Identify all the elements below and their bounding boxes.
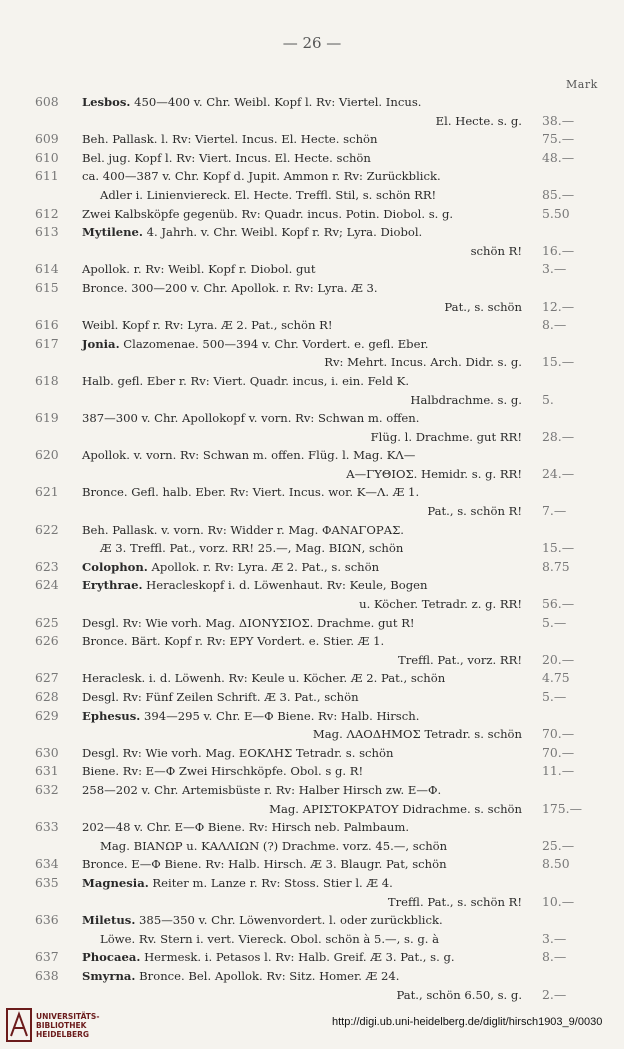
entry-price: 7.— bbox=[542, 503, 567, 519]
entry-price: 10.— bbox=[542, 893, 575, 909]
entry-price: 8.50 bbox=[542, 856, 570, 872]
entry-text-line: Miletus. 385—350 v. Chr. Löwenvordert. l. oder zurückblick. bbox=[82, 913, 443, 928]
entry-price: 3.— bbox=[542, 261, 567, 277]
entry-price: 175.— bbox=[542, 800, 582, 816]
entry-number: 636 bbox=[35, 912, 59, 928]
entry-text-line: Æ 3. Treffl. Pat., vorz. RR! 25.—, Mag. ΒΙΩΝ, schön bbox=[100, 541, 404, 556]
entry-price: 24.— bbox=[542, 465, 575, 481]
entry-price: 11.— bbox=[542, 763, 575, 779]
source-url[interactable]: http://digi.ub.uni-heidelberg.de/diglit/hirsch1903_9/0030 bbox=[332, 1016, 603, 1028]
entry-number: 632 bbox=[35, 781, 59, 797]
entry-text-line: Mag. ΒΙΑΝΩΡ u. ΚΑΛΛΙΩΝ (?) Drachme. vorz. 45.—, schön bbox=[100, 838, 448, 853]
entry-text-line: ca. 400—387 v. Chr. Kopf d. Jupit. Ammon r. Rv: Zurückblick. bbox=[82, 169, 441, 184]
entry-number: 625 bbox=[35, 614, 59, 630]
catalog-entry bbox=[0, 967, 624, 1004]
catalog-entry bbox=[0, 669, 624, 688]
mark-column-header: Mark bbox=[566, 78, 598, 91]
entry-number: 624 bbox=[35, 577, 59, 593]
entry-number: 637 bbox=[35, 949, 59, 965]
entry-price: 15.— bbox=[542, 354, 575, 370]
entry-text-line: Weibl. Kopf r. Rv: Lyra. Æ 2. Pat., schön R! bbox=[82, 318, 333, 333]
catalog-entry bbox=[0, 205, 624, 224]
entry-number: 629 bbox=[35, 707, 59, 723]
entry-price: 70.— bbox=[542, 744, 575, 760]
entry-text-line: Pat., schön 6.50, s. g. bbox=[396, 987, 522, 1002]
entry-price: 12.— bbox=[542, 298, 575, 314]
entry-text-line: Beh. Pallask. l. Rv: Viertel. Incus. El. Hecte. schön bbox=[82, 132, 378, 147]
entry-price: 56.— bbox=[542, 596, 575, 612]
catalog-entry bbox=[0, 614, 624, 633]
entry-number: 622 bbox=[35, 521, 59, 537]
entry-text-line: Apollok. r. Rv: Weibl. Kopf r. Diobol. gut bbox=[82, 262, 316, 277]
entry-number: 609 bbox=[35, 131, 59, 147]
entry-text-line: Lesbos. 450—400 v. Chr. Weibl. Kopf l. Rv: Viertel. Incus. bbox=[82, 95, 422, 109]
library-logo-text: UNIVERSITÄTS- BIBLIOTHEK HEIDELBERG bbox=[36, 1012, 100, 1039]
catalog-entry bbox=[0, 576, 624, 613]
entry-text-line: Erythrae. Heracleskopf i. d. Löwenhaut. Rv: Keule, Bogen bbox=[82, 578, 428, 593]
entry-price: 15.— bbox=[542, 540, 575, 556]
catalog-entry bbox=[0, 279, 624, 316]
entry-number: 608 bbox=[35, 94, 59, 109]
entry-text-line: Apollok. v. vorn. Rv: Schwan m. offen. Flüg. l. Mag. ΚΛ— bbox=[82, 448, 416, 463]
entry-number: 610 bbox=[35, 149, 59, 165]
entry-number: 631 bbox=[35, 763, 59, 779]
catalog-entry bbox=[0, 688, 624, 707]
entry-number: 623 bbox=[35, 558, 59, 574]
entry-price: 8.— bbox=[542, 949, 567, 965]
catalog-entry bbox=[0, 558, 624, 577]
entry-price: 25.— bbox=[542, 837, 575, 853]
entry-number: 638 bbox=[35, 967, 59, 983]
entry-number: 635 bbox=[35, 874, 59, 890]
entry-price: 75.— bbox=[542, 131, 575, 147]
catalog-entry bbox=[0, 223, 624, 260]
entry-price: 48.— bbox=[542, 149, 575, 165]
entry-text-line: Bel. jug. Kopf l. Rv: Viert. Incus. El. Hecte. schön bbox=[82, 150, 371, 165]
entry-number: 621 bbox=[35, 484, 59, 500]
entry-text-line: Magnesia. Reiter m. Lanze r. Rv: Stoss. Stier l. Æ 4. bbox=[82, 875, 393, 890]
catalog-entry bbox=[0, 409, 624, 446]
catalog-entry bbox=[0, 167, 624, 204]
page-number: — 26 — bbox=[282, 34, 342, 52]
catalog-entry bbox=[0, 316, 624, 335]
entry-text-line: Flüg. l. Drachme. gut RR! bbox=[370, 429, 522, 444]
entry-text-line: Biene. Rv: Ε—Φ Zwei Hirschköpfe. Obol. s g. R! bbox=[82, 764, 364, 779]
entry-price: 8.75 bbox=[542, 558, 570, 574]
entry-text-line: Mytilene. 4. Jahrh. v. Chr. Weibl. Kopf r. Rv; Lyra. Diobol. bbox=[82, 225, 423, 240]
entry-text-line: Smyrna. Bronce. Bel. Apollok. Rv: Sitz. Homer. Æ 24. bbox=[82, 968, 400, 983]
entry-text-line: Halb. gefl. Eber r. Rv: Viert. Quadr. incus, i. ein. Feld K. bbox=[82, 373, 410, 388]
entry-text-line: 387—300 v. Chr. Apollokopf v. vorn. Rv: Schwan m. offen. bbox=[82, 411, 420, 426]
entry-text-line: Jonia. Clazomenae. 500—394 v. Chr. Vordert. e. gefl. Eber. bbox=[82, 336, 429, 351]
entry-text-line: 258—202 v. Chr. Artemisbüste r. Rv: Halber Hirsch zw. Ε—Φ. bbox=[82, 782, 442, 797]
entry-price: 16.— bbox=[542, 242, 575, 258]
catalog-entry bbox=[0, 632, 624, 669]
entry-text-line: Rv: Mehrt. Incus. Arch. Didr. s. g. bbox=[324, 355, 522, 370]
entry-number: 627 bbox=[35, 670, 59, 686]
entry-text-line: Treffl. Pat., vorz. RR! bbox=[397, 652, 522, 667]
entry-text-line: Pat., s. schön bbox=[444, 299, 522, 314]
entry-number: 617 bbox=[35, 335, 59, 351]
entry-text-line: 202—48 v. Chr. Ε—Φ Biene. Rv: Hirsch neb. Palmbaum. bbox=[82, 820, 410, 835]
entry-text-line: Phocaea. Hermesk. i. Petasos l. Rv: Halb. Greif. Æ 3. Pat., s. g. bbox=[82, 950, 455, 965]
entry-number: 633 bbox=[35, 819, 59, 835]
entry-price: 5. bbox=[542, 391, 554, 407]
catalog-entry bbox=[0, 874, 624, 911]
catalog-entry bbox=[0, 483, 624, 520]
entry-number: 620 bbox=[35, 447, 59, 463]
entry-text-line: Heraclesk. i. d. Löwenh. Rv: Keule u. Köcher. Æ 2. Pat., schön bbox=[82, 671, 446, 686]
catalog-entry bbox=[0, 335, 624, 372]
entry-text-line: Bronce. Bärt. Kopf r. Rv: ΕΡΥ Vordert. e. Stier. Æ 1. bbox=[82, 634, 385, 649]
entry-text-line: Adler i. Linienviereck. El. Hecte. Treffl. Stil, s. schön RR! bbox=[100, 187, 437, 202]
entry-text-line: El. Hecte. s. g. bbox=[435, 113, 522, 128]
entry-text-line: Colophon. Apollok. r. Rv: Lyra. Æ 2. Pat., s. schön bbox=[82, 559, 380, 574]
entry-price: 5.— bbox=[542, 689, 567, 704]
entry-price: 4.75 bbox=[542, 670, 570, 686]
entry-text-line: schön R! bbox=[470, 243, 522, 258]
entry-number: 613 bbox=[35, 224, 59, 240]
entry-price: 5.— bbox=[542, 614, 567, 630]
entry-text-line: Beh. Pallask. v. vorn. Rv: Widder r. Mag. ΦΑΝΑΓΟΡΑΣ. bbox=[82, 522, 404, 537]
entry-text-line: Löwe. Rv. Stern i. vert. Viereck. Obol. schön à 5.—, s. g. à bbox=[100, 931, 440, 946]
entry-text-line: Halbdrachme. s. g. bbox=[410, 392, 522, 407]
entry-text-line: Desgl. Rv: Wie vorh. Mag. ΕΟΚΛΗΣ Tetradr. s. schön bbox=[82, 745, 394, 760]
catalog-entry bbox=[0, 130, 624, 149]
entry-text-line: Zwei Kalbsköpfe gegenüb. Rv: Quadr. incus. Potin. Diobol. s. g. bbox=[82, 206, 454, 221]
entry-text-line: Bronce. 300—200 v. Chr. Apollok. r. Rv: Lyra. Æ 3. bbox=[82, 280, 378, 295]
entry-price: 85.— bbox=[542, 186, 575, 202]
catalog-entry bbox=[0, 911, 624, 948]
entry-text-line: Mag. ΛΑΟΔΗΜΟΣ Tetradr. s. schön bbox=[312, 727, 522, 742]
entry-text-line: Bronce. Ε—Φ Biene. Rv: Halb. Hirsch. Æ 3. Blaugr. Pat, schön bbox=[82, 857, 447, 872]
catalog-entry bbox=[0, 260, 624, 279]
catalog-entry bbox=[0, 93, 624, 130]
entry-price: 38.— bbox=[542, 112, 575, 128]
catalog-entry bbox=[0, 372, 624, 409]
catalog-entry bbox=[0, 707, 624, 744]
entry-number: 619 bbox=[35, 410, 59, 426]
entry-price: 2.— bbox=[542, 986, 567, 1002]
entry-price: 70.— bbox=[542, 726, 575, 742]
entry-price: 28.— bbox=[542, 428, 575, 444]
entry-number: 634 bbox=[35, 856, 59, 872]
entry-text-line: Ephesus. 394—295 v. Chr. Ε—Φ Biene. Rv: Halb. Hirsch. bbox=[82, 708, 420, 723]
entry-number: 611 bbox=[35, 168, 59, 184]
catalog-entry bbox=[0, 744, 624, 763]
entry-number: 628 bbox=[35, 689, 59, 704]
catalog-entry bbox=[0, 781, 624, 818]
entry-number: 616 bbox=[35, 317, 59, 333]
entry-number: 630 bbox=[35, 744, 59, 760]
entry-number: 626 bbox=[35, 633, 59, 649]
catalog-entry bbox=[0, 149, 624, 168]
catalog-entry bbox=[0, 855, 624, 874]
entry-text-line: Pat., s. schön R! bbox=[427, 504, 522, 519]
entry-text-line: u. Köcher. Tetradr. z. g. RR! bbox=[359, 597, 522, 612]
entry-text-line: Α—ΓΥΘΙΟΣ. Hemidr. s. g. RR! bbox=[346, 466, 522, 481]
catalog-entry bbox=[0, 446, 624, 483]
entry-text-line: Desgl. Rv: Wie vorh. Mag. ΔΙΟΝΥΣΙΟΣ. Drachme. gut R! bbox=[82, 615, 415, 630]
entry-text-line: Desgl. Rv: Fünf Zeilen Schrift. Æ 3. Pat., schön bbox=[82, 690, 359, 704]
catalog-entry bbox=[0, 762, 624, 781]
entry-number: 612 bbox=[35, 205, 59, 221]
catalog-entry bbox=[0, 948, 624, 967]
university-seal-icon bbox=[6, 1008, 32, 1042]
entry-price: 20.— bbox=[542, 651, 575, 667]
entry-text-line: Bronce. Gefl. halb. Eber. Rv: Viert. Incus. wor. Κ—Λ. Æ 1. bbox=[82, 485, 420, 500]
entry-number: 615 bbox=[35, 279, 59, 295]
entry-text-line: Treffl. Pat., s. schön R! bbox=[387, 894, 522, 909]
catalog-entry bbox=[0, 521, 624, 558]
entry-text-line: Mag. ΑΡΙΣΤΟΚΡΑΤΟΥ Didrachme. s. schön bbox=[269, 801, 522, 816]
entry-price: 3.— bbox=[542, 930, 567, 946]
entry-price: 5.50 bbox=[542, 205, 570, 221]
entry-price: 8.— bbox=[542, 317, 567, 333]
entry-number: 614 bbox=[35, 261, 59, 277]
entry-number: 618 bbox=[35, 372, 59, 388]
catalog-entry bbox=[0, 818, 624, 855]
catalog-entries bbox=[0, 93, 624, 1004]
